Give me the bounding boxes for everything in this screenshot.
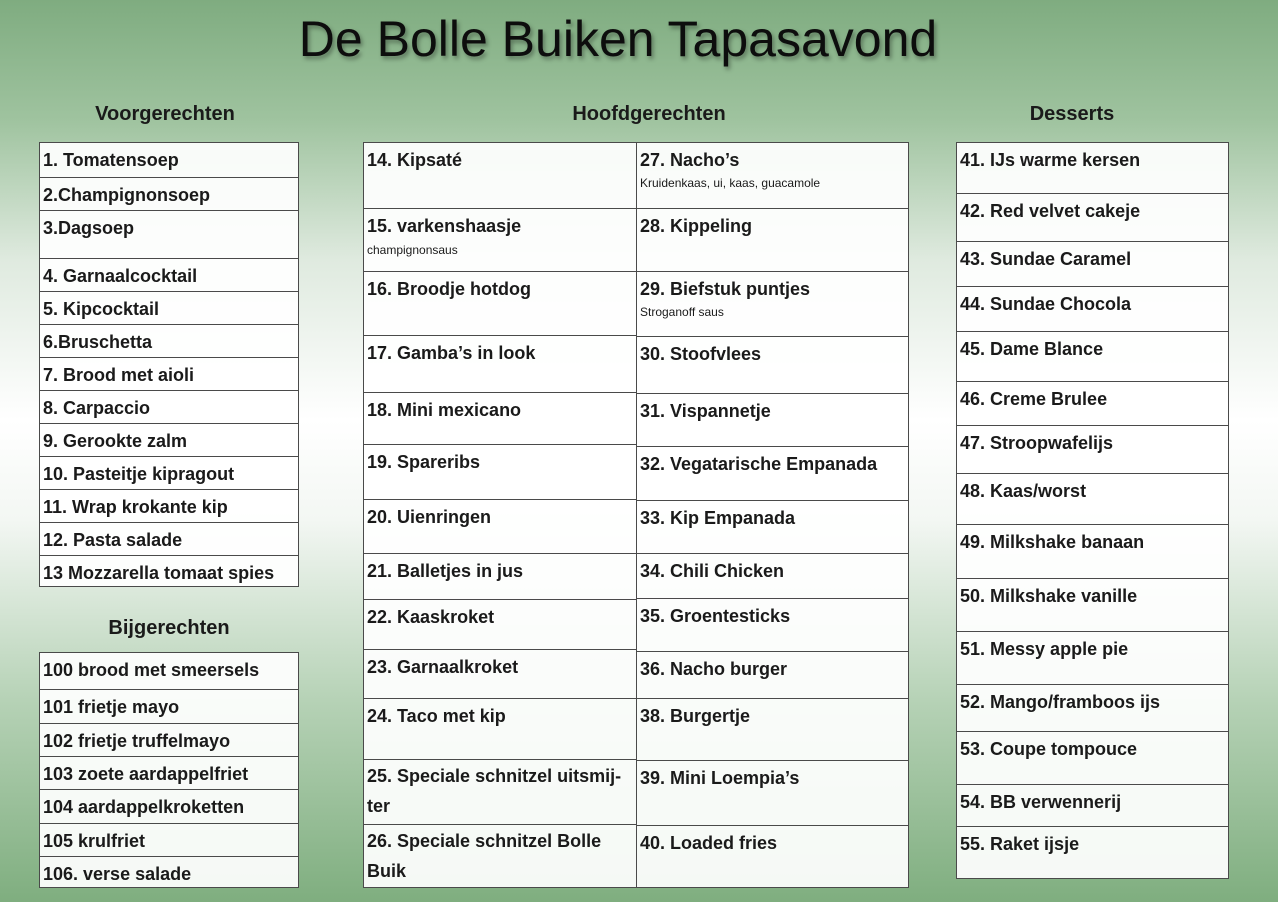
hoofdgerechten-right-list [636, 142, 909, 888]
menu-item: 20. Uienringen [364, 499, 636, 553]
menu-item: 36. Nacho burger [637, 651, 908, 698]
menu-item: 51. Messy apple pie [957, 631, 1228, 684]
menu-item: 6.Bruschetta [40, 324, 298, 357]
menu-item: 54. BB verwennerij [957, 784, 1228, 826]
menu-item: 13 Mozzarella tomaat spies [40, 555, 298, 588]
menu-item: 9. Gerookte zalm [40, 423, 298, 456]
menu-item: 8. Carpaccio [40, 390, 298, 423]
menu-item: 17. Gamba’s in look [364, 335, 636, 392]
menu-item-name: 29. Biefstuk puntjes [640, 279, 811, 299]
heading-voorgerechten: Voorgerechten [95, 103, 235, 125]
menu-item: 14. Kipsaté [367, 150, 463, 170]
menu-item: 10. Pasteitje kipragout [40, 456, 298, 489]
menu-item: 45. Dame Blance [957, 331, 1228, 381]
menu-item: 40. Loaded fries [637, 825, 908, 889]
voorgerechten-list [39, 142, 299, 587]
menu-item: 46. Creme Brulee [957, 381, 1228, 425]
menu-item: 4. Garnaalcocktail [40, 258, 298, 291]
menu-item: 12. Pasta salade [40, 522, 298, 555]
menu-item: 2.Champignonsoep [40, 177, 298, 210]
menu-item-description: Stroganoff saus [640, 305, 724, 319]
menu-item: 38. Burgertje [637, 698, 908, 760]
menu-item: 26. Speciale schnitzel Bolle Buik [364, 824, 636, 889]
page-title: De Bolle Buiken Tapasavond [298, 11, 938, 67]
menu-item: 35. Groentesticks [637, 598, 908, 651]
menu-item: 41. IJs warme kersen [960, 150, 1141, 170]
menu-item: 21. Balletjes in jus [364, 553, 636, 599]
menu-item: 22. Kaaskroket [364, 599, 636, 649]
menu-item: 23. Garnaalkroket [364, 649, 636, 698]
menu-item: 102 frietje truffelmayo [40, 723, 298, 756]
menu-item: 33. Kip Empanada [637, 500, 908, 553]
menu-item [637, 143, 908, 208]
menu-item-name: 27. Nacho’s [640, 150, 740, 170]
menu-item: 43. Sundae Caramel [957, 241, 1228, 286]
menu-item-description: Kruidenkaas, ui, kaas, guacamole [640, 176, 821, 190]
desserts-list [956, 142, 1229, 879]
menu-item: 49. Milkshake banaan [957, 524, 1228, 578]
menu-item: 32. Vegatarische Empanada [637, 446, 908, 500]
menu-item: 104 aardappelkroketten [40, 789, 298, 823]
menu-item: 48. Kaas/worst [957, 473, 1228, 524]
menu-item: 18. Mini mexicano [364, 392, 636, 444]
menu-item-name: 15. varkenshaasje [367, 216, 522, 236]
menu-item: 24. Taco met kip [364, 698, 636, 759]
menu-item: 50. Milkshake vanille [957, 578, 1228, 631]
menu-item: 1. Tomatensoep [43, 150, 179, 170]
heading-desserts: Desserts [1029, 103, 1115, 125]
menu-item: 100 brood met smeersels [43, 660, 260, 680]
heading-bijgerechten: Bijgerechten [108, 617, 230, 639]
menu-item: 105 krulfriet [40, 823, 298, 856]
menu-item: 11. Wrap krokante kip [40, 489, 298, 522]
menu-item: 42. Red velvet cakeje [957, 193, 1228, 241]
menu-item: 34. Chili Chicken [637, 553, 908, 598]
menu-item: 53. Coupe tompouce [957, 731, 1228, 784]
menu-item [364, 208, 636, 271]
menu-item: 44. Sundae Chocola [957, 286, 1228, 331]
menu-item: 106. verse salade [40, 856, 298, 889]
hoofdgerechten-left-list [363, 142, 637, 888]
menu-item: 25. Speciale schnitzel uitsmij-ter [364, 759, 636, 824]
menu-item: 3.Dagsoep [40, 210, 298, 258]
menu-item: 101 frietje mayo [40, 689, 298, 723]
menu-item: 19. Spareribs [364, 444, 636, 499]
menu-item: 28. Kippeling [637, 208, 908, 271]
menu-item: 31. Vispannetje [637, 393, 908, 446]
menu-item: 52. Mango/framboos ijs [957, 684, 1228, 731]
menu-item-description: champignonsaus [367, 243, 458, 257]
heading-hoofdgerechten: Hoofdgerechten [572, 103, 726, 125]
menu-item: 47. Stroopwafelijs [957, 425, 1228, 473]
menu-item: 5. Kipcocktail [40, 291, 298, 324]
menu-item [637, 271, 908, 336]
menu-item: 103 zoete aardappelfriet [40, 756, 298, 789]
menu-item: 30. Stoofvlees [637, 336, 908, 393]
menu-item: 16. Broodje hotdog [364, 271, 636, 335]
bijgerechten-list [39, 652, 299, 888]
menu-item: 39. Mini Loempia’s [637, 760, 908, 825]
menu-item: 7. Brood met aioli [40, 357, 298, 390]
menu-item: 55. Raket ijsje [957, 826, 1228, 880]
